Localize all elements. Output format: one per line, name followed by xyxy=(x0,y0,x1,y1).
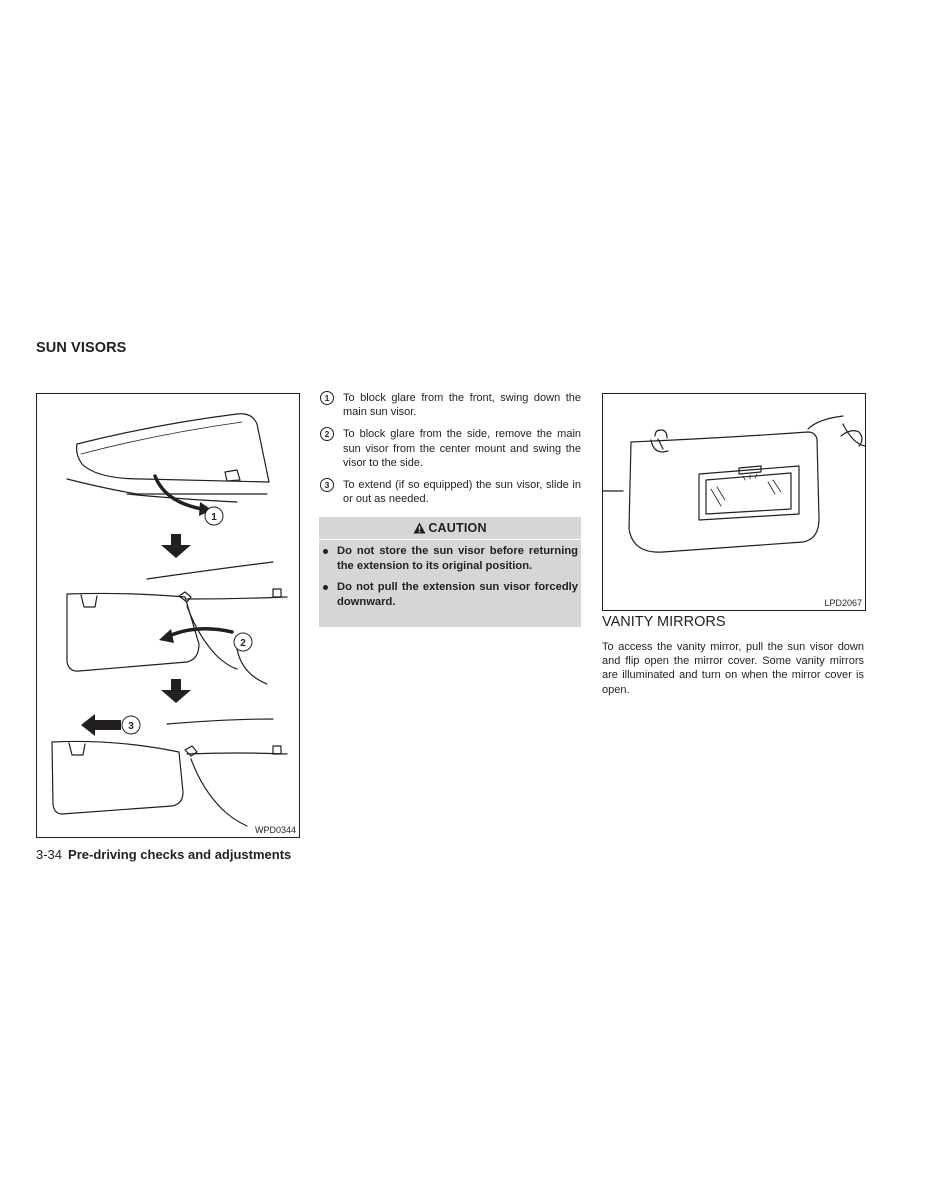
caution-text: Do not store the sun visor before returning the extension to its original position. xyxy=(337,545,578,572)
figure-code: WPD0344 xyxy=(254,825,296,835)
callout-label-3: 3 xyxy=(128,721,134,732)
list-item xyxy=(319,580,578,609)
vanity-mirror-diagram xyxy=(603,394,865,610)
vanity-mirror-illustration xyxy=(602,393,866,611)
caution-heading xyxy=(319,517,581,540)
step-text: To block glare from the front, swing down the main sun visor. xyxy=(343,392,581,419)
callout-label-1: 1 xyxy=(211,512,217,523)
step-number-badge: 2 xyxy=(320,427,334,441)
sun-visor-illustration xyxy=(36,393,300,838)
caution-heading-text: CAUTION xyxy=(428,521,487,535)
list-item xyxy=(319,427,581,470)
sun-visor-diagram xyxy=(37,394,299,837)
vanity-mirrors-heading: VANITY MIRRORS xyxy=(602,614,726,630)
bullet-icon xyxy=(323,585,328,590)
list-item xyxy=(319,391,581,419)
step-text: To block glare from the side, remove the main sun visor from the center mount and swing the visor to the side. xyxy=(343,428,581,469)
chapter-title: Pre-driving checks and adjustments xyxy=(68,847,292,862)
caution-list xyxy=(319,540,581,609)
caution-box xyxy=(319,517,581,627)
bullet-icon xyxy=(323,549,328,554)
callout-label-2: 2 xyxy=(240,638,246,649)
page-number: 3-34 xyxy=(36,847,63,862)
step-number-badge: 3 xyxy=(320,478,334,492)
list-item xyxy=(319,544,578,573)
caution-text: Do not pull the extension sun visor forcedly downward. xyxy=(337,581,578,608)
step-text: To extend (if so equipped) the sun visor, slide in or out as needed. xyxy=(343,479,581,506)
warning-triangle-icon xyxy=(413,522,426,534)
page-footer xyxy=(36,847,291,863)
steps-list xyxy=(319,391,581,514)
vanity-mirrors-text: To access the vanity mirror, pull the sun visor down and flip open the mirror cover. Some vanity mirrors are illuminated and turn on when the mirror cover is open. xyxy=(602,641,864,696)
section-title: SUN VISORS xyxy=(36,340,127,356)
step-number-badge: 1 xyxy=(320,391,334,405)
figure-code: LPD2067 xyxy=(824,598,862,608)
list-item xyxy=(319,478,581,506)
